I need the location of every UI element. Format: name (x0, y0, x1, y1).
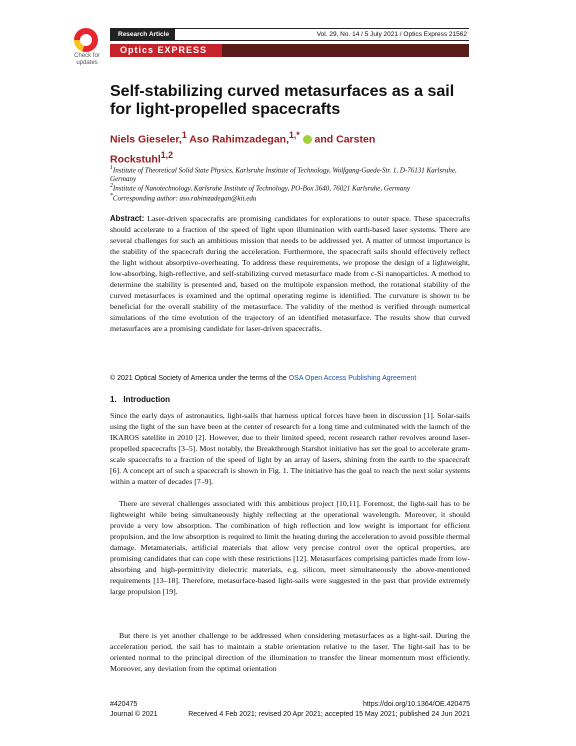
badge-text: Check for updates (74, 53, 100, 66)
aff2-num: 2 (110, 183, 113, 189)
publication-dates: Received 4 Feb 2021; revised 20 Apr 2021; accepted 15 May 2021; published 24 Jun 2021 (188, 711, 470, 718)
aff1-text: Institute of Theoretical Solid State Physics, Karlsruhe Institute of Technology, Wolfgang-Gaede-Str. 1, D-76131 Karlsruhe, Germany (110, 166, 457, 184)
footer-row-2 (110, 710, 470, 720)
copyright-line (110, 374, 470, 383)
section-number: 1. (110, 395, 117, 404)
author-1: Niels Gieseler, (110, 133, 182, 146)
section-heading (110, 395, 170, 404)
footer-row-1 (110, 700, 470, 710)
abstract (110, 213, 470, 334)
author-3-sup: 1,2 (160, 149, 173, 160)
aff2-text: Institute of Nanotechnology, Karlsruhe Institute of Technology, PO-Box 3640, 76021 Karlsruhe, Germany (112, 184, 410, 193)
page-footer (110, 700, 470, 720)
author-2: Aso Rahimzadegan, (189, 133, 289, 146)
article-id: #420475 (110, 701, 138, 708)
journal-logo (110, 44, 222, 57)
journal-copyright: Journal © 2021 (110, 711, 158, 718)
aff1-num: 1 (110, 165, 113, 171)
abstract-label: Abstract: (110, 214, 145, 223)
para-3-text: But there is yet another challenge to be addressed when considering metasurfaces as a light-sail. During the acceleration period, the sail has to maintain a stable orientation relative to the laser. The light-sail has to be oriented normal to the principal direction of the illumination to transfer the linear momentum most efficiently. Moreover, any deviation from the optimal orientation (110, 631, 470, 673)
author-list (110, 128, 470, 167)
check-for-updates-badge[interactable] (68, 28, 106, 70)
corr-text[interactable]: Corresponding author: aso.rahimzadegan@kit.edu (112, 194, 257, 203)
author-3: Rockstuhl (110, 153, 161, 165)
abstract-text: Laser-driven spacecrafts are promising candidates for explorations to outer space. These spacecrafts should accelerate to a fraction of the speed of light upon illumination with earth-based laser systems. There are several challenges for such an ambitious mission that needs to be addressed yet. A matter of utmost importance is the stability of the spacecraft during the acceleration. Furthermore, the spacecraft sails should effectively reflect the light without absorptive-overheating. To address these requirements, we propose the design of a lightweight, low-absorbing, high-reflective, and self-stabilizing curved metasurface made from c-Si nanoparticles. A method to determine the stability is presented and, based on the multipole expansion method, the rotational stability of the curved metasurfaces is examined and the optimal operating regime is identified. The curvature is shown to be beneficial for the overall stability of the metasurface. The validity of the method is verified through numerical simulations of the time evolution of the trajectory of an identified metasurface. The results show that curved metasurfaces are a promising candidate for laser-driven spacecrafts. (110, 214, 470, 333)
orcid-icon[interactable] (303, 135, 312, 144)
article-type-label: Research Article (110, 29, 175, 40)
author-1-sup: 1 (181, 130, 187, 140)
journal-name-b: EXPRESS (157, 45, 208, 55)
intro-paragraph-3 (110, 630, 470, 674)
journal-name-a: Optics (120, 45, 155, 55)
author-2-sup: 1,* (289, 130, 300, 140)
author-conjunction: and Carsten (314, 133, 376, 146)
journal-brand-bar (110, 44, 469, 57)
corresponding-author (110, 192, 470, 203)
open-access-link[interactable]: OSA Open Access Publishing Agreement (288, 375, 417, 382)
citation-line: Vol. 29, No. 14 / 5 July 2021 / Optics Express 21562 (316, 31, 467, 38)
journal-header-bar (110, 28, 469, 41)
copyright-text: © 2021 Optical Society of America under the terms of the (110, 375, 287, 382)
section-title: Introduction (123, 395, 170, 404)
para-2-text: There are several challenges associated with this ambitious project [10,11]. Foremost, the light-sail has to be lightweight while being simultaneously highly reflecting at the operational wavelength. Moreover, it should provide a very low absorption. The combination of high reflection and low weight is important for efficient propulsion, and the low absorption is required to limit the heating during the acceleration to avoid possible thermal damage. Metamaterials, artificial materials that allow very precise control over the optical properties, are promising candidates that can cope with these restrictions [12]. Metasurfaces comprising particles made from low-absorbing and high-permittivity dielectric materials, e.g. silicon, meet simultaneously the above-mentioned requirements [13–18]. Therefore, metasurface-based light-sails were suggested in the past that provide extremely large propulsion [19]. (110, 499, 470, 596)
intro-paragraph-1: Since the early days of astronautics, light-sails that harness optical forces have been in discussion [1]. Solar-sails using the light of the sun have been at the center of research for a long time and culminated with the launch of the IKAROS satellite in 2010 [2]. However, due to their limited speed, recent research rather revolves around laser-propelled spacecrafts [3–5]. Most notably, the Breakthrough Starshot initiative has set the goal to accelerate gram-scale spacecrafts to a fraction of the speed of light by an array of lasers, shining from the earth to the spacecraft [6]. A concept art of such a spacecraft is shown in Fig. 1. The initiative has the goal to reach the next solar systems within a matter of decades [7–9]. (110, 411, 470, 486)
corr-star: * (110, 193, 113, 199)
crossmark-icon (74, 28, 98, 52)
doi-link[interactable]: https://doi.org/10.1364/OE.420475 (362, 701, 470, 708)
paper-title: Self-stabilizing curved metasurfaces as a sail for light-propelled spacecrafts (110, 83, 455, 118)
intro-paragraph-2 (110, 498, 470, 597)
